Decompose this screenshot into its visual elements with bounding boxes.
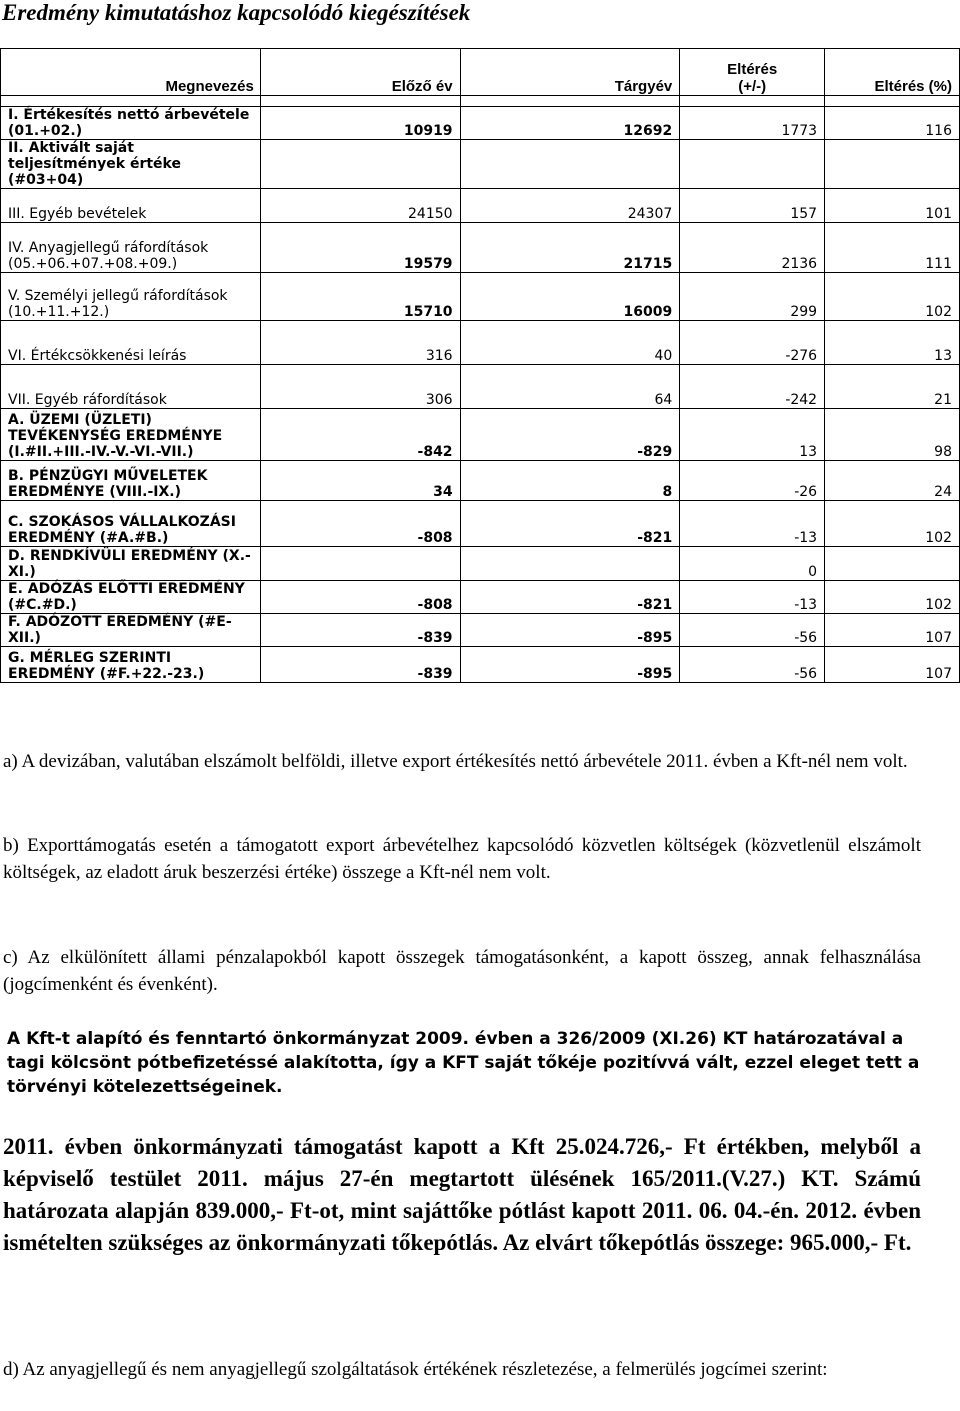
row-percent: 102	[825, 273, 960, 321]
table-row	[1, 223, 960, 273]
table-row	[1, 581, 960, 614]
row-percent: 21	[825, 365, 960, 409]
row-difference: -242	[680, 365, 825, 409]
row-previous: -839	[260, 647, 460, 683]
row-difference: 299	[680, 273, 825, 321]
row-current	[460, 547, 680, 581]
row-previous	[260, 547, 460, 581]
row-previous: 19579	[260, 223, 460, 273]
row-percent: 102	[825, 501, 960, 547]
row-label: E. ADÓZÁS ELŐTTI EREDMÉNY (#C.#D.)	[1, 581, 261, 614]
row-previous: -808	[260, 501, 460, 547]
header-name: Megnevezés	[1, 49, 261, 96]
row-label: D. RENDKÍVÜLI EREDMÉNY (X.-XI.)	[1, 547, 261, 581]
row-current: -829	[460, 409, 680, 461]
kft-capital-note: A Kft-t alapító és fenntartó önkormányzat 2009. évben a 326/2009 (XI.26) KT határozatával a tagi kölcsönt pótbefizetéssé alakította, így a KFT saját tőkéje pozitívvá vált, ezzel eleget tett a törvényi kötelezettségeinek.	[7, 1029, 920, 1097]
row-percent: 111	[825, 223, 960, 273]
table-row	[1, 647, 960, 683]
row-label: F. ADÓZOTT EREDMÉNY (#E-XII.)	[1, 614, 261, 647]
table-row	[1, 409, 960, 461]
table-row	[1, 461, 960, 501]
table-row	[1, 107, 960, 140]
row-difference: 2136	[680, 223, 825, 273]
header-previous-year: Előző év	[260, 49, 460, 96]
income-statement-table-wrapper	[0, 48, 960, 683]
row-label: II. Aktivált saját teljesítmények értéke (#03+04)	[1, 140, 261, 189]
table-row	[1, 547, 960, 581]
row-previous: 34	[260, 461, 460, 501]
row-current: -821	[460, 501, 680, 547]
row-difference: 13	[680, 409, 825, 461]
row-current: -895	[460, 614, 680, 647]
row-difference: -56	[680, 647, 825, 683]
row-label: C. SZOKÁSOS VÁLLALKOZÁSI EREDMÉNY (#A.#B.)	[1, 501, 261, 547]
row-difference: 0	[680, 547, 825, 581]
row-difference: -276	[680, 321, 825, 365]
row-current: 40	[460, 321, 680, 365]
row-current: 16009	[460, 273, 680, 321]
row-label: I. Értékesítés nettó árbevétele (01.+02.)	[1, 107, 261, 140]
row-previous: 306	[260, 365, 460, 409]
row-percent: 13	[825, 321, 960, 365]
header-current-year: Tárgyév	[460, 49, 680, 96]
row-percent: 98	[825, 409, 960, 461]
row-percent: 107	[825, 614, 960, 647]
row-previous: -808	[260, 581, 460, 614]
table-row	[1, 321, 960, 365]
table-row	[1, 614, 960, 647]
row-current	[460, 140, 680, 189]
header-difference-percent: Eltérés (%)	[825, 49, 960, 96]
table-row	[1, 365, 960, 409]
row-current: 12692	[460, 107, 680, 140]
row-percent: 107	[825, 647, 960, 683]
row-percent: 116	[825, 107, 960, 140]
row-previous: 316	[260, 321, 460, 365]
row-label: VI. Értékcsökkenési leírás	[1, 321, 261, 365]
row-previous	[260, 140, 460, 189]
table-row	[1, 140, 960, 189]
row-current: 21715	[460, 223, 680, 273]
row-percent	[825, 140, 960, 189]
table-header-row	[1, 49, 960, 96]
row-label: VII. Egyéb ráfordítások	[1, 365, 261, 409]
row-label: A. ÜZEMI (ÜZLETI) TEVÉKENYSÉG EREDMÉNYE (I.#II.+III.-IV.-V.-VI.-VII.)	[1, 409, 261, 461]
row-label: III. Egyéb bevételek	[1, 189, 261, 223]
row-previous: -842	[260, 409, 460, 461]
row-label: V. Személyi jellegű ráfordítások (10.+11.+12.)	[1, 273, 261, 321]
row-difference: -13	[680, 581, 825, 614]
table-row	[1, 189, 960, 223]
note-b: b) Exporttámogatás esetén a támogatott export árbevételhez kapcsolódó közvetlen költségek (közvetlenül elszámolt költségek, az eladott áruk beszerzési értéke) összege a Kft-nél nem volt.	[3, 835, 921, 883]
note-a: a) A devizában, valutában elszámolt belföldi, illetve export értékesítés nettó árbevétele 2011. évben a Kft-nél nem volt.	[3, 751, 908, 772]
municipal-support-note: 2011. évben önkormányzati támogatást kapott a Kft 25.024.726,- Ft értékben, melyből a képviselő testület 2011. május 27-én megtartott ülésének 165/2011.(V.27.) KT. Számú határozata alapján 839.000,- Ft-ot, mint sajáttőke pótlást kapott 2011. 06. 04.-én. 2012. évben ismételten szükséges az önkormányzati tőkepótlás. Az elvárt tőkepótlás összege: 965.000,- Ft.	[3, 1134, 921, 1255]
note-d: d) Az anyagjellegű és nem anyagjellegű szolgáltatások értékének részletezése, a felmerülés jogcímei szerint:	[3, 1359, 828, 1380]
row-difference	[680, 140, 825, 189]
table-spacer	[1, 96, 960, 107]
row-difference: 157	[680, 189, 825, 223]
row-percent: 102	[825, 581, 960, 614]
row-previous: -839	[260, 614, 460, 647]
row-previous: 15710	[260, 273, 460, 321]
row-previous: 10919	[260, 107, 460, 140]
row-percent: 101	[825, 189, 960, 223]
table-row	[1, 501, 960, 547]
document-title: Eredmény kimutatáshoz kapcsolódó kiegészítések	[2, 0, 471, 25]
row-percent: 24	[825, 461, 960, 501]
row-current: -821	[460, 581, 680, 614]
table-row	[1, 273, 960, 321]
row-current: 8	[460, 461, 680, 501]
row-current: 64	[460, 365, 680, 409]
note-c: c) Az elkülönített állami pénzalapokból kapott összegek támogatásonként, a kapott összeg, annak felhasználása (jogcímenként és évenként).	[3, 947, 921, 995]
income-statement-table	[0, 48, 960, 683]
row-label: B. PÉNZÜGYI MŰVELETEK EREDMÉNYE (VIII.-IX.)	[1, 461, 261, 501]
header-difference-line1: Eltérés	[727, 61, 778, 78]
row-difference: -26	[680, 461, 825, 501]
header-difference	[680, 49, 825, 96]
row-difference: -56	[680, 614, 825, 647]
row-difference: -13	[680, 501, 825, 547]
row-current: 24307	[460, 189, 680, 223]
row-percent	[825, 547, 960, 581]
row-difference: 1773	[680, 107, 825, 140]
row-current: -895	[460, 647, 680, 683]
row-label: IV. Anyagjellegű ráfordítások (05.+06.+07.+08.+09.)	[1, 223, 261, 273]
row-label: G. MÉRLEG SZERINTI EREDMÉNY (#F.+22.-23.)	[1, 647, 261, 683]
row-previous: 24150	[260, 189, 460, 223]
header-difference-line2: (+/-)	[738, 78, 767, 95]
